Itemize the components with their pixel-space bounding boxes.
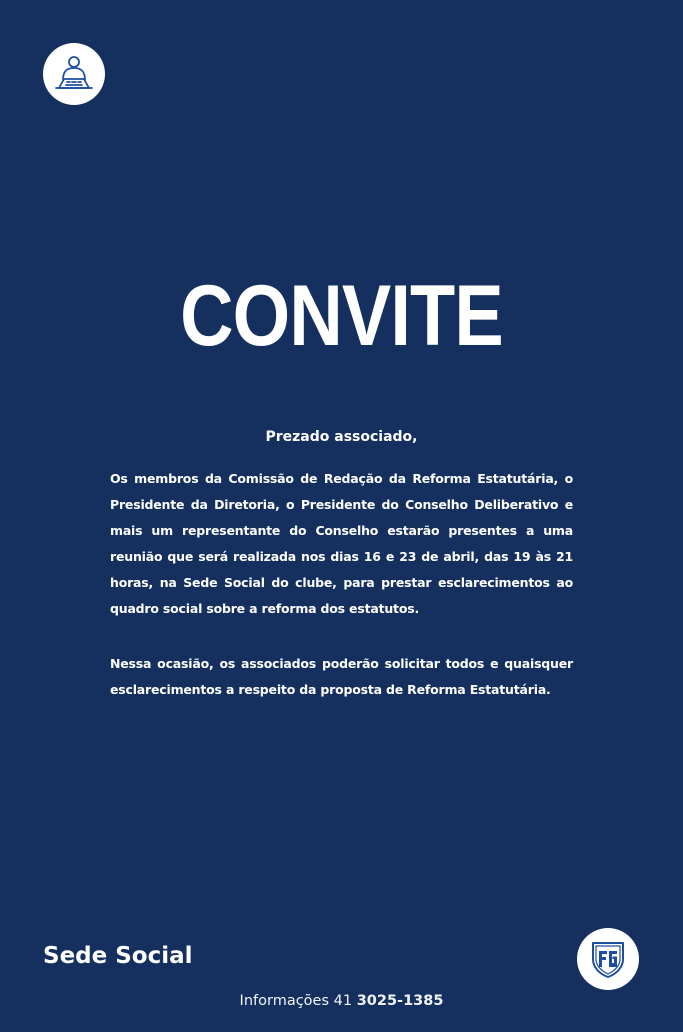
page-title: CONVITE [180,268,503,364]
location-label: Sede Social [43,943,193,969]
invitation-paragraph-1: Os membros da Comissão de Redação da Reforma Estatutária, o Presidente da Diretoria, o Presidente do Conselho Deliberativo e mais um representante do Conselho estarão presentes a uma reunião que será realizada nos dias 16 e 23 de abril, das 19 às 21 horas, na Sede Social do clube, para prestar esclarecimentos ao quadro social sobre a reforma dos estatutos. [110,471,573,616]
club-crest-icon [590,939,626,979]
club-badge [577,928,639,990]
invitation-paragraph-2: Nessa ocasião, os associados poderão solicitar todos e quaisquer esclarecimentos a respeito da proposta de Reforma Estatutária. [110,656,573,697]
meeting-badge [43,43,105,105]
contact-info [0,991,683,1011]
contact-label: Informações 41 [239,993,357,1009]
phone-number: 3025-1385 [356,993,444,1009]
greeting: Prezado associado, [265,429,418,445]
meeting-person-icon [52,52,96,96]
